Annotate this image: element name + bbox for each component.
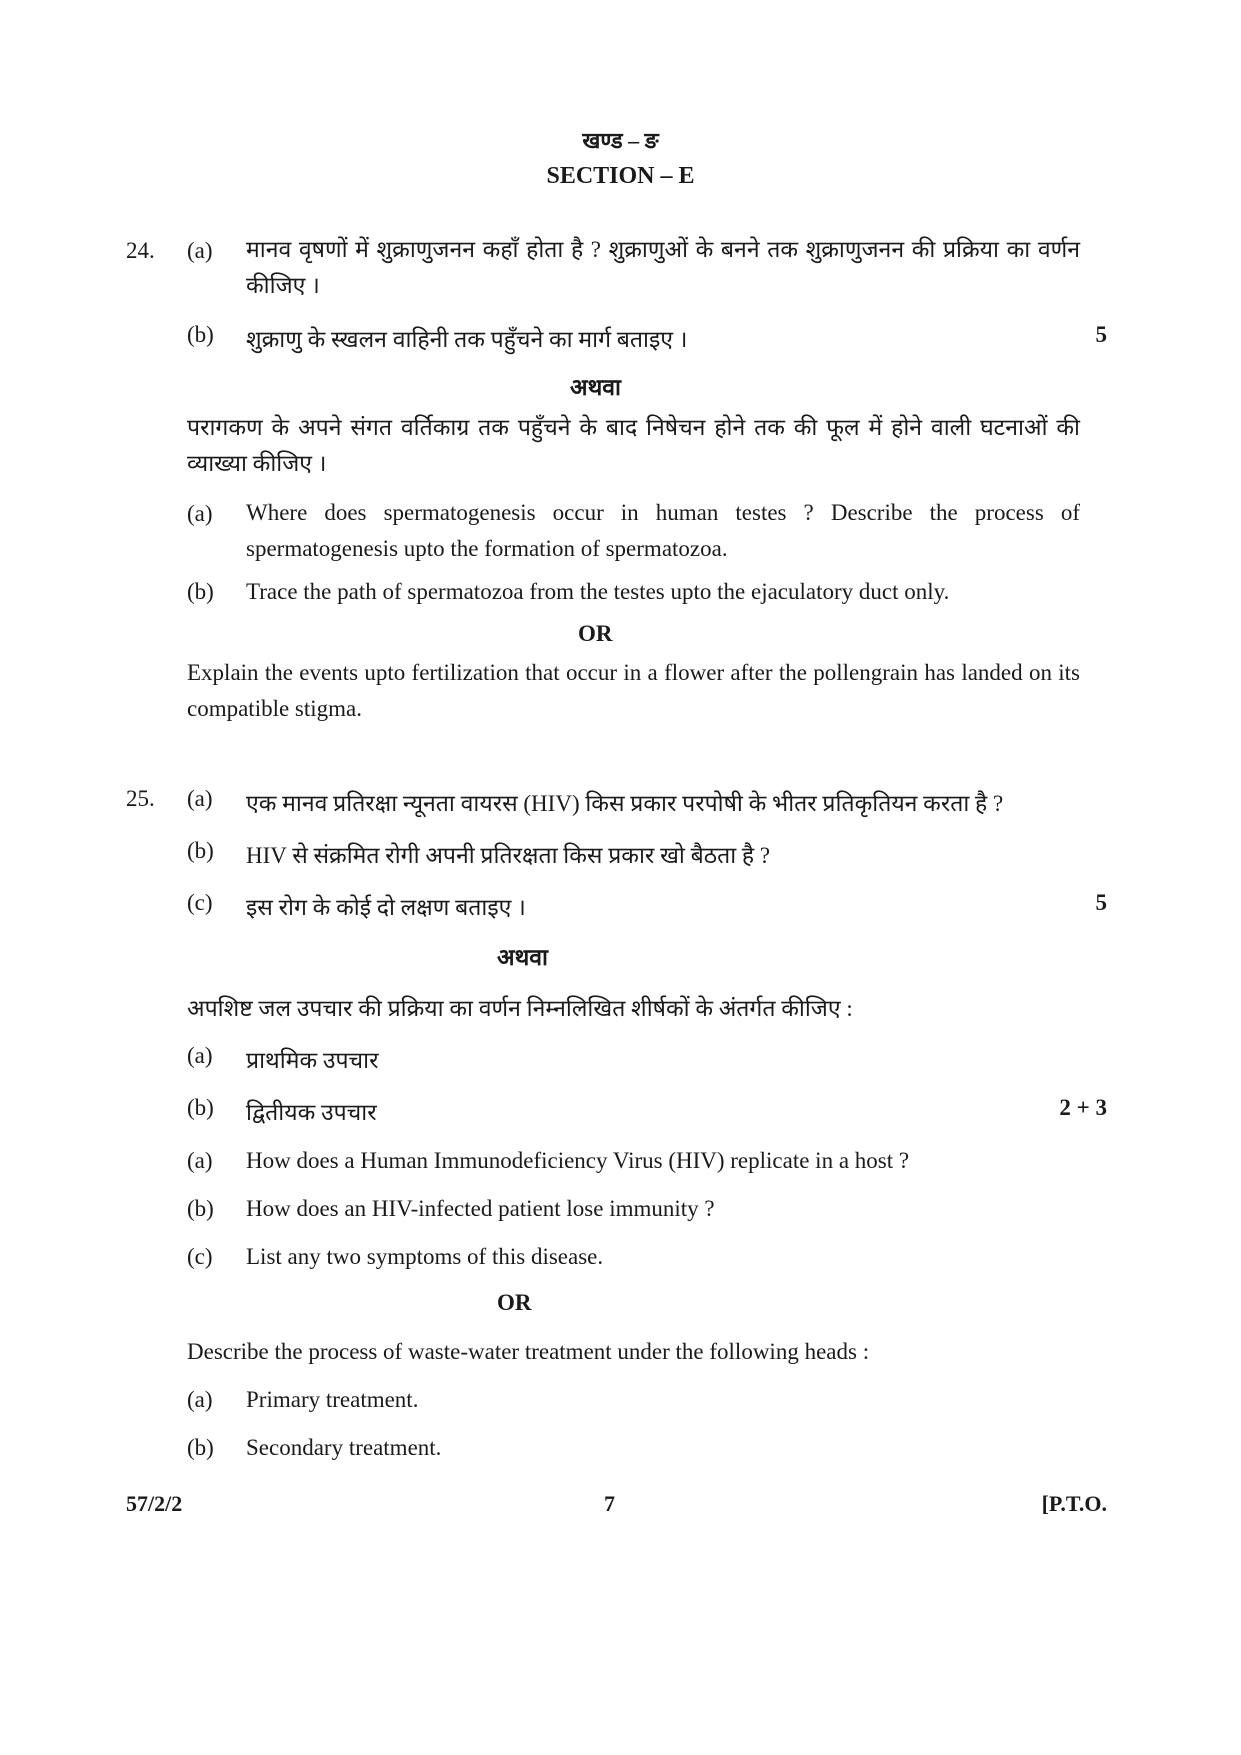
q25-alt-marks: 2 + 3 [1059,1095,1107,1120]
q24-hindi-alternative: परागकण के अपने संगत वर्तिकाग्र तक पहुँचने के बाद निषेचन होने तक की फूल में होने वाली घटनाओं की व्याख्या कीजिए । [187,415,1080,476]
q25-hindi-alternative-intro: अपशिष्ट जल उपचार की प्रक्रिया का वर्णन निम्नलिखित शीर्षकों के अंतर्गत कीजिए : [187,996,853,1021]
q25-hindi-b-text: HIV से संक्रमित रोगी अपनी प्रतिरक्षता किस प्रकार खो बैठता है ? [246,843,771,868]
section-title-english: SECTION – E [546,163,695,189]
q24-english-alternative: Explain the events upto fertilization that occur in a flower after the pollengrain has landed on its compatible stigma. [187,660,1080,721]
section-title-hindi: खण्ड – ङ [582,128,659,153]
q24-hindi-or: अथवा [570,375,622,400]
question-number-25: 25. [126,786,155,811]
q25-hindi-alt-a-label: (a) [187,1043,213,1068]
q25-hindi-a-text: एक मानव प्रतिरक्षा न्यूनता वायरस (HIV) किस प्रकार परपोषी के भीतर प्रतिकृतियन करता है ? [246,791,1004,816]
q24-english-b-text: Trace the path of spermatozoa from the testes upto the ejaculatory duct only. [246,579,950,604]
q25-hindi-c-text: इस रोग के कोई दो लक्षण बताइए । [246,895,526,920]
q24-english-b-label: (b) [187,579,214,604]
q24-marks: 5 [1095,322,1107,347]
q25-hindi-alt-b-label: (b) [187,1095,214,1120]
q25-english-a-label: (a) [187,1148,213,1173]
q25-english-alt-b-label: (b) [187,1435,214,1460]
q25-english-alt-a-label: (a) [187,1387,213,1412]
q25-english-c-text: List any two symptoms of this disease. [246,1244,604,1269]
q24-hindi-a-text: मानव वृषणों में शुक्राणुजनन कहाँ होता है ? शुक्राणुओं के बनने तक शुक्राणुजनन की प्रक्रिया का वर्णन कीजिए । [246,237,1080,298]
q25-english-c-label: (c) [187,1244,213,1269]
q25-english-a-text: How does a Human Immunodeficiency Virus (HIV) replicate in a host ? [246,1148,910,1173]
q25-hindi-alt-b-text: द्वितीयक उपचार [246,1100,377,1125]
footer-page-number: 7 [604,1491,615,1516]
footer-pto: [P.T.O. [1041,1491,1107,1516]
q25-hindi-b-label: (b) [187,838,214,863]
q25-hindi-alt-a-text: प्राथमिक उपचार [246,1048,379,1073]
q25-hindi-a-label: (a) [187,786,213,811]
q24-english-or: OR [578,621,613,646]
q25-english-alt-a-text: Primary treatment. [246,1387,419,1412]
q25-english-b-text: How does an HIV-infected patient lose immunity ? [246,1196,715,1221]
q25-english-or: OR [497,1290,532,1315]
question-number-24: 24. [126,238,155,263]
footer-paper-code: 57/2/2 [126,1491,183,1516]
q24-hindi-b-label: (b) [187,322,214,347]
q24-hindi-b-text: शुक्राणु के स्खलन वाहिनी तक पहुँचने का मार्ग बताइए । [246,327,688,352]
q24-english-a-text: Where does spermatogenesis occur in human testes ? Describe the process of spermatogenesis upto the formation of spermatozoa. [246,500,1080,561]
q25-english-alt-b-text: Secondary treatment. [246,1435,442,1460]
q24-hindi-a-label: (a) [187,238,213,263]
q25-english-alternative-intro: Describe the process of waste-water treatment under the following heads : [187,1339,870,1364]
q25-hindi-c-label: (c) [187,890,213,915]
q25-marks: 5 [1095,890,1107,915]
q25-hindi-or: अथवा [497,945,549,970]
q25-english-b-label: (b) [187,1196,214,1221]
q24-english-a-label: (a) [187,501,213,526]
